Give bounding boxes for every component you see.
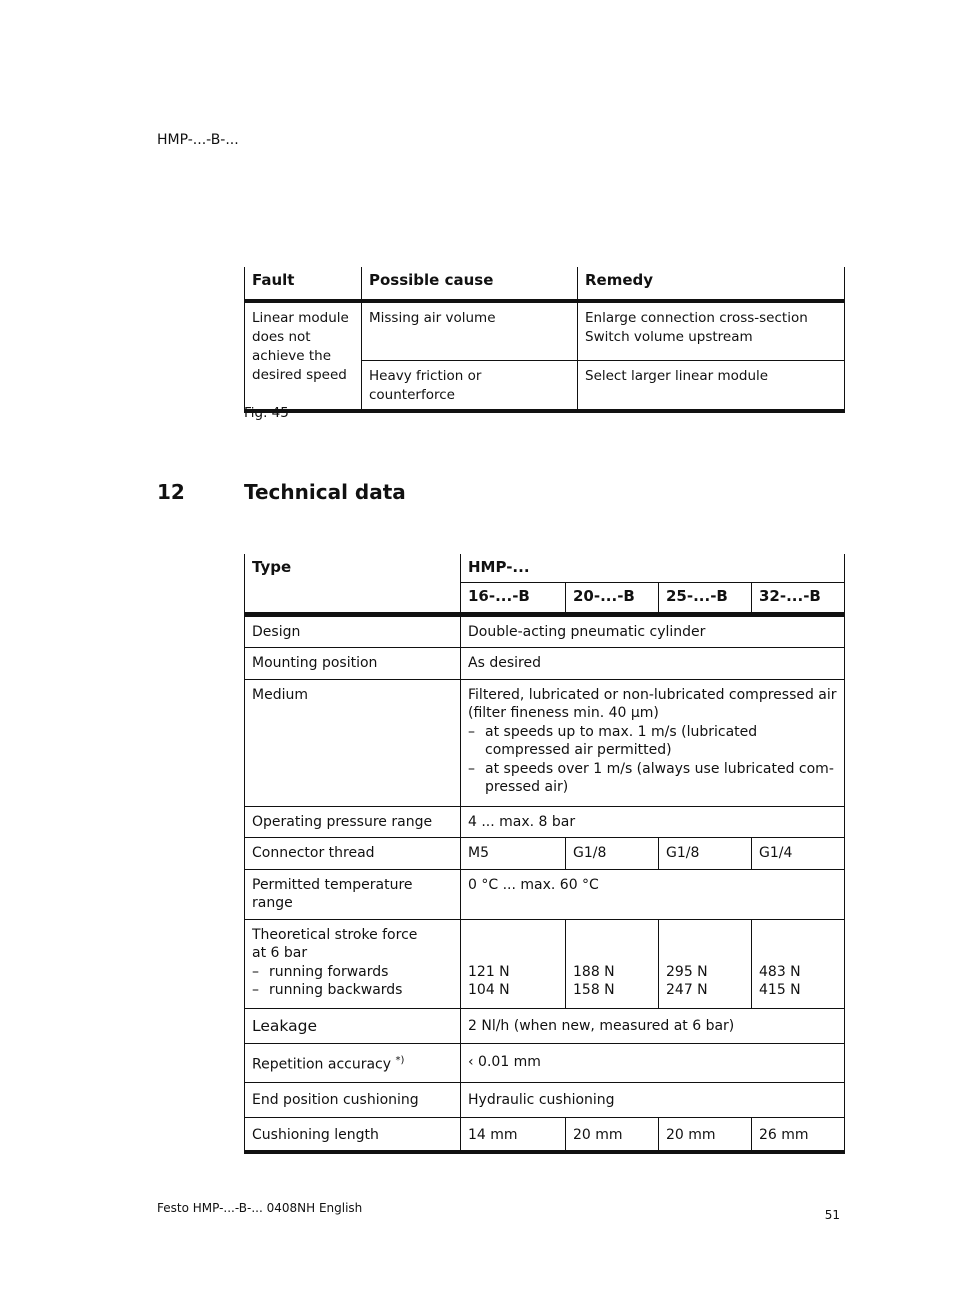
leakage-label: Leakage xyxy=(245,1008,461,1044)
force-text: Theoretical stroke force at 6 bar xyxy=(252,926,418,961)
connector-label: Connector thread xyxy=(245,838,461,870)
force-list-item: – running forwards xyxy=(252,963,389,980)
force-value xyxy=(566,919,659,1008)
repetition-text: Repetition accuracy xyxy=(252,1056,392,1073)
chapter-title: Technical data xyxy=(244,480,406,504)
force-forwards: 188 N xyxy=(573,963,615,980)
cushioning-length-value: 14 mm xyxy=(461,1117,566,1152)
force-backwards: 415 N xyxy=(759,982,801,998)
force-forwards: 121 N xyxy=(468,963,510,980)
medium-list-text: at speeds over 1 m/s (always use lubricated com-pressed air) xyxy=(485,760,834,795)
cushioning-length-value: 20 mm xyxy=(566,1117,659,1152)
cushioning-length-label: Cushioning length xyxy=(245,1117,461,1152)
remedy-line: Switch volume upstream xyxy=(585,329,753,345)
fault-table xyxy=(244,267,845,413)
force-list-text: running backwards xyxy=(269,982,403,998)
medium-text: Filtered, lubricated or non-lubricated compressed air (filter fineness min. 40 µm) xyxy=(468,686,837,721)
cause-cell: Missing air volume xyxy=(362,301,578,360)
series-header: HMP-... xyxy=(461,554,845,583)
remedy-header: Remedy xyxy=(578,267,845,301)
connector-value: G1/8 xyxy=(659,838,752,870)
running-head: HMP-...-B-... xyxy=(157,132,239,148)
force-label xyxy=(245,919,461,1008)
design-value: Double-acting pneumatic cylinder xyxy=(461,614,845,648)
connector-value: G1/8 xyxy=(566,838,659,870)
force-list-item: – running backwards xyxy=(252,982,403,998)
force-value xyxy=(461,919,566,1008)
medium-label: Medium xyxy=(245,679,461,806)
force-forwards: 483 N xyxy=(759,963,801,980)
size-header: 16-...-B xyxy=(461,583,566,615)
force-backwards: 104 N xyxy=(468,982,510,998)
remedy-cell xyxy=(578,301,845,360)
chapter-number: 12 xyxy=(157,480,185,504)
page-number: 51 xyxy=(824,1208,840,1222)
cause-header: Possible cause xyxy=(362,267,578,301)
force-forwards: 295 N xyxy=(666,963,708,980)
cushioning-length-value: 20 mm xyxy=(659,1117,752,1152)
temperature-value: 0 °C ... max. 60 °C xyxy=(461,869,845,919)
temperature-label: Permitted temperature range xyxy=(245,869,461,919)
figure-caption: Fig. 45 xyxy=(244,405,289,421)
medium-list-text: at speeds up to max. 1 m/s (lubricated compressed air permitted) xyxy=(485,723,758,758)
force-backwards: 247 N xyxy=(666,982,708,998)
repetition-label xyxy=(245,1044,461,1083)
force-backwards: 158 N xyxy=(573,982,615,998)
size-header: 32-...-B xyxy=(752,583,845,615)
cushioning-value: Hydraulic cushioning xyxy=(461,1083,845,1118)
cause-cell: Heavy friction or counterforce xyxy=(362,360,578,411)
fault-cell: Linear module does not achieve the desired speed xyxy=(245,301,362,411)
remedy-cell: Select larger linear module xyxy=(578,360,845,411)
mounting-label: Mounting position xyxy=(245,648,461,680)
force-value xyxy=(659,919,752,1008)
technical-data-table xyxy=(244,554,845,1154)
mounting-value: As desired xyxy=(461,648,845,680)
pressure-label: Operating pressure range xyxy=(245,806,461,838)
medium-value xyxy=(461,679,845,806)
fault-header: Fault xyxy=(245,267,362,301)
medium-list-item: – at speeds up to max. 1 m/s (lubricated compressed air permitted) xyxy=(468,723,837,760)
design-label: Design xyxy=(245,614,461,648)
connector-value: G1/4 xyxy=(752,838,845,870)
size-header: 25-...-B xyxy=(659,583,752,615)
cushioning-length-value: 26 mm xyxy=(752,1117,845,1152)
force-list-text: running forwards xyxy=(269,963,389,980)
footer-text: Festo HMP-...-B-... 0408NH English xyxy=(157,1201,363,1215)
footnote-mark: *) xyxy=(395,1055,405,1066)
pressure-value: 4 ... max. 8 bar xyxy=(461,806,845,838)
repetition-value: ‹ 0.01 mm xyxy=(461,1044,845,1083)
force-value xyxy=(752,919,845,1008)
cushioning-label: End position cushioning xyxy=(245,1083,461,1118)
medium-list-item: – at speeds over 1 m/s (always use lubricated com-pressed air) xyxy=(468,760,837,797)
leakage-value: 2 Nl/h (when new, measured at 6 bar) xyxy=(461,1008,845,1044)
connector-value: M5 xyxy=(461,838,566,870)
remedy-line: Enlarge connection cross-section xyxy=(585,310,808,326)
size-header: 20-...-B xyxy=(566,583,659,615)
type-header: Type xyxy=(245,554,461,614)
